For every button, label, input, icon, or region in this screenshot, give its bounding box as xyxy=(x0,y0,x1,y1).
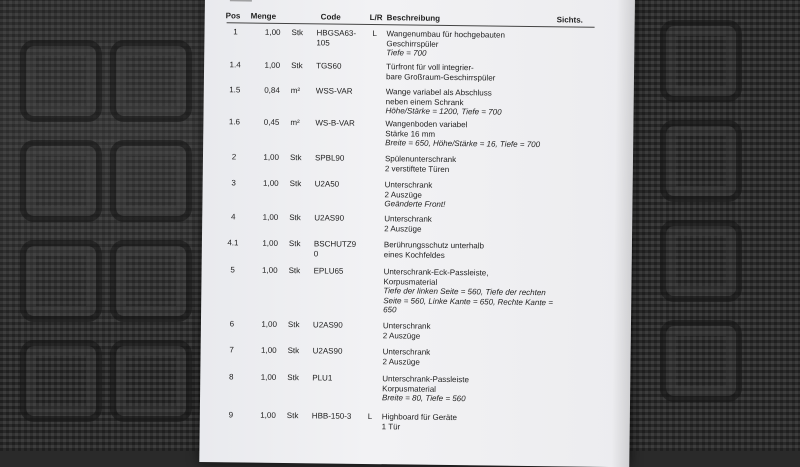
description-line: Unterschrank xyxy=(382,347,431,357)
row-description xyxy=(385,119,540,149)
description-line: 2 Auszüge xyxy=(384,189,422,200)
fabric-pattern xyxy=(110,340,192,422)
row-unit: Stk xyxy=(287,320,300,330)
row-unit: m² xyxy=(290,118,300,128)
header-beschreibung: Beschreibung xyxy=(386,13,441,23)
row-code xyxy=(315,118,355,128)
row-pos: 5 xyxy=(230,265,235,275)
row-menge: 1,00 xyxy=(260,410,276,420)
row-code-line: BSCHUTZ9 xyxy=(313,239,357,249)
description-line: 2 Auszüge xyxy=(384,223,422,234)
row-unit: Stk xyxy=(289,153,302,163)
description-line: neben einem Schrank xyxy=(385,96,464,107)
row-description xyxy=(383,267,553,317)
row-menge: 0,84 xyxy=(264,85,280,95)
row-code-line: SPBL90 xyxy=(314,153,345,163)
description-line: Geschirrspüler xyxy=(386,38,439,49)
row-description xyxy=(382,412,457,432)
fabric-pattern xyxy=(660,20,742,102)
description-dimensions: Tiefe = 700 xyxy=(386,48,427,58)
row-unit: m² xyxy=(290,86,301,96)
header-lr: L/R xyxy=(369,13,383,23)
table-row xyxy=(204,85,634,117)
description-dimensions: 650 xyxy=(383,305,397,315)
row-description xyxy=(385,154,456,174)
fabric-pattern xyxy=(20,340,102,422)
row-code xyxy=(316,28,356,47)
description-line: Unterschrank xyxy=(384,180,433,190)
row-code-line: WS-B-VAR xyxy=(315,118,355,128)
description-line: 1 Tür xyxy=(381,421,401,431)
description-line: Highboard für Geräte xyxy=(381,412,458,423)
description-dimensions: Breite = 650, Höhe/Stärke = 16, Tiefe = 700 xyxy=(385,138,541,150)
header-menge: Menge xyxy=(250,11,277,21)
row-unit: Stk xyxy=(291,28,304,38)
cut-off-text xyxy=(230,0,252,2)
row-description xyxy=(382,347,430,367)
row-pos: 1 xyxy=(233,27,238,37)
table-row xyxy=(201,319,631,341)
fabric-pattern xyxy=(110,40,192,122)
row-menge: 1,00 xyxy=(262,212,279,222)
row-code-line: 0 xyxy=(313,248,319,258)
row-code xyxy=(314,266,344,276)
description-line: Stärke 16 mm xyxy=(385,128,436,139)
row-description xyxy=(386,87,502,117)
row-pos: 7 xyxy=(229,345,234,355)
fabric-pattern xyxy=(20,140,102,222)
row-menge: 1,00 xyxy=(261,319,277,329)
row-menge: 0,45 xyxy=(263,117,280,127)
row-menge: 1,00 xyxy=(263,152,280,162)
description-line: Türfront für voll integrier- xyxy=(386,62,474,73)
row-pos: 4.1 xyxy=(227,238,239,248)
row-description xyxy=(382,374,469,404)
row-pos: 9 xyxy=(228,410,234,420)
description-dimensions: Geänderte Front! xyxy=(384,199,446,209)
row-code-line: U2AS90 xyxy=(312,346,343,356)
row-unit: Stk xyxy=(287,346,300,356)
row-code-line: EPLU65 xyxy=(313,266,344,276)
description-line: Spülenunterschrank xyxy=(384,154,457,165)
description-line: Unterschrank xyxy=(384,214,432,224)
table-row xyxy=(200,372,630,404)
row-code-line: PLU1 xyxy=(312,373,333,383)
row-unit: Stk xyxy=(289,213,301,223)
row-menge: 1,00 xyxy=(260,372,277,382)
header-sichts: Sichts. xyxy=(556,15,583,25)
fabric-pattern xyxy=(660,320,742,402)
fabric-pattern xyxy=(660,120,742,202)
description-line: Unterschrank-Eck-Passleiste, xyxy=(383,267,489,278)
description-line: Wange variabel als Abschluss xyxy=(385,87,492,98)
description-line: Wangenumbau für hochgebauten xyxy=(386,29,506,40)
table-row xyxy=(203,152,633,174)
description-line: Unterschrank xyxy=(382,321,431,331)
row-pos: 1.4 xyxy=(229,60,241,70)
row-pos: 1.6 xyxy=(228,117,241,127)
row-unit: Stk xyxy=(288,266,301,276)
table-row xyxy=(202,238,632,260)
row-unit: Stk xyxy=(287,373,299,383)
fabric-pattern xyxy=(20,240,102,322)
table-row xyxy=(202,212,632,234)
row-code-line: TGS60 xyxy=(316,61,342,71)
row-unit: Stk xyxy=(289,179,302,189)
row-code xyxy=(314,239,356,259)
header-code: Code xyxy=(320,12,341,22)
row-code-line: 105 xyxy=(316,37,330,48)
row-lr: L xyxy=(367,412,373,422)
description-line: Wangenboden variabel xyxy=(385,119,468,130)
row-description xyxy=(384,240,484,260)
fabric-pattern xyxy=(660,220,742,302)
row-code-line: HBGSA63- xyxy=(316,28,357,38)
row-code xyxy=(315,153,344,163)
description-line: Korpusmaterial xyxy=(382,383,437,394)
row-code xyxy=(313,320,343,330)
row-code xyxy=(313,346,343,356)
row-menge: 1,00 xyxy=(262,238,278,248)
row-code-line: U2AS90 xyxy=(312,320,343,330)
row-description xyxy=(384,214,432,234)
table-row xyxy=(203,117,633,150)
description-dimensions: Seite = 560, Linke Kante = 650, Rechte Kante = xyxy=(383,295,553,307)
description-line: Korpusmaterial xyxy=(383,276,438,287)
row-pos: 2 xyxy=(231,152,237,162)
description-line: bare Großraum-Geschirrspüler xyxy=(385,71,496,83)
row-code-line: WSS-VAR xyxy=(315,86,353,96)
row-description xyxy=(386,29,505,59)
row-unit: Stk xyxy=(288,239,301,249)
row-description xyxy=(383,321,431,341)
row-pos: 1.5 xyxy=(229,85,241,95)
fabric-pattern xyxy=(110,140,192,222)
row-menge: 1,00 xyxy=(260,345,277,355)
row-description xyxy=(386,62,496,82)
row-menge: 1,00 xyxy=(264,60,281,70)
row-pos: 8 xyxy=(229,372,234,382)
description-dimensions: Breite = 80, Tiefe = 560 xyxy=(382,393,466,404)
fabric-pattern xyxy=(20,40,102,122)
table-row xyxy=(204,60,634,83)
document-page xyxy=(199,0,635,467)
row-code xyxy=(312,411,352,421)
row-code xyxy=(312,373,332,383)
row-lr: L xyxy=(372,29,378,39)
description-line: eines Kochfeldes xyxy=(383,249,445,260)
row-pos: 3 xyxy=(231,178,236,188)
table-row xyxy=(203,178,633,209)
row-unit: Stk xyxy=(291,61,303,71)
row-code-line: HBB-150-3 xyxy=(311,411,352,421)
description-line: 2 Auszüge xyxy=(382,356,420,367)
row-code xyxy=(315,179,340,189)
row-menge: 1,00 xyxy=(263,178,279,188)
row-code xyxy=(316,61,341,71)
table-row xyxy=(201,345,631,367)
row-description xyxy=(384,180,445,209)
table-row xyxy=(202,265,632,315)
row-code-line: U2AS90 xyxy=(314,213,345,223)
description-line: Unterschrank-Passleiste xyxy=(382,374,470,385)
table-row xyxy=(200,410,630,431)
row-code-line: U2A50 xyxy=(314,179,340,189)
description-line: 2 Auszüge xyxy=(382,330,421,341)
row-unit: Stk xyxy=(286,411,299,421)
row-code xyxy=(316,86,353,96)
row-pos: 4 xyxy=(230,212,236,222)
row-pos: 6 xyxy=(229,319,235,329)
description-line: Berührungsschutz unterhalb xyxy=(383,240,485,251)
row-menge: 1,00 xyxy=(261,265,278,275)
row-code xyxy=(314,213,344,223)
row-menge: 1,00 xyxy=(264,27,281,37)
description-line: 2 verstiftete Türen xyxy=(384,163,450,174)
fabric-pattern xyxy=(110,240,192,322)
description-dimensions: Tiefe der linken Seite = 560, Tiefe der rechten xyxy=(383,286,546,298)
description-dimensions: Höhe/Stärke = 1200, Tiefe = 700 xyxy=(385,106,502,117)
header-pos: Pos xyxy=(225,11,241,21)
